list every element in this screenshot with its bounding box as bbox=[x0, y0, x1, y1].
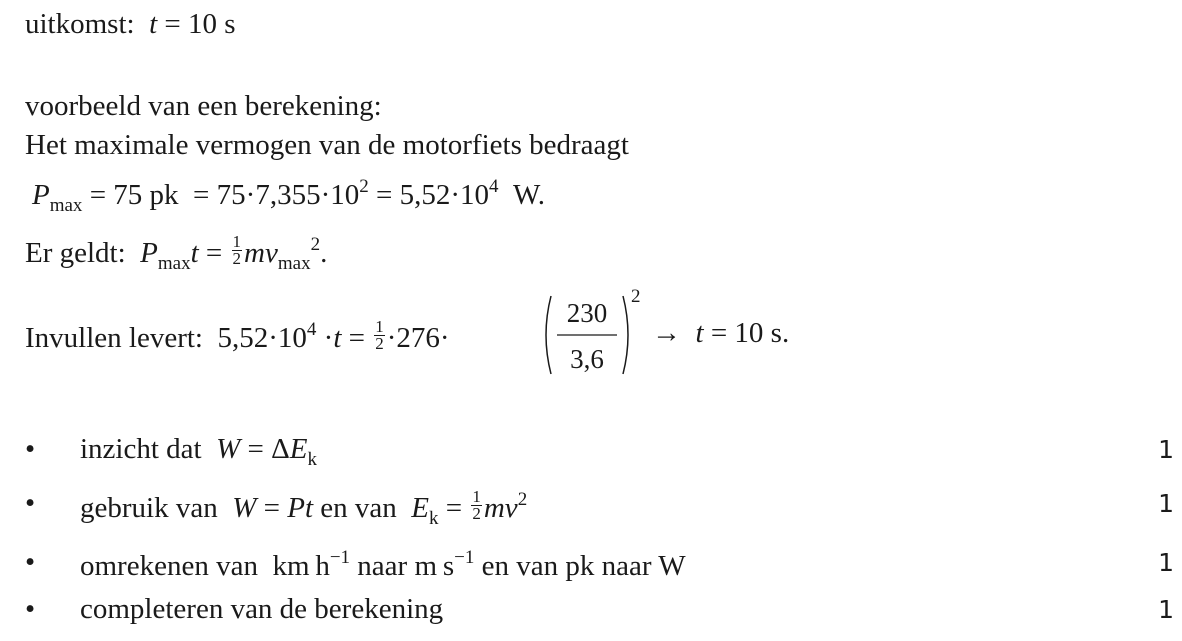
fill-mass: 276 bbox=[396, 322, 440, 355]
fill-result-value: 10 s. bbox=[734, 317, 790, 349]
criterion-score: 1 bbox=[1158, 435, 1174, 464]
criterion-score: 1 bbox=[1158, 595, 1174, 624]
fill-in-line: Invullen levert: $5,52\cdot 10^4 \cdot t$ = $\frac{1}{2}$ ·276· bbox=[25, 317, 450, 355]
criterion-mid: en van bbox=[320, 492, 397, 525]
result-label: uitkomst: bbox=[25, 8, 135, 40]
criterion-mid: naar bbox=[357, 550, 408, 582]
pmax-result-exp: 4 bbox=[489, 176, 499, 197]
pmax-conversion: 75·7,355·10 bbox=[216, 179, 360, 211]
criterion-text: completeren van de berekening bbox=[80, 593, 444, 625]
example-intro: Het maximale vermogen van de motorfiets bedraagt bbox=[25, 129, 629, 161]
pmax-result: 5,52·10 bbox=[399, 179, 490, 211]
speed-fraction: 230 3,6 2 bbox=[541, 292, 633, 378]
bullet-icon: • bbox=[25, 433, 36, 465]
pmax-unit: W. bbox=[513, 179, 545, 211]
criterion-text: inzicht dat bbox=[80, 433, 202, 465]
relation-line: Er geldt: $P_{max}t$ = $\frac{1}{2}$ $mv_{max}^2$. bbox=[25, 232, 328, 275]
pmax-pk: 75 pk bbox=[113, 179, 179, 211]
relation-label: Er geldt: bbox=[25, 237, 126, 270]
criterion-text: gebruik van bbox=[80, 492, 218, 525]
bullet-icon: • bbox=[25, 546, 36, 578]
fill-label: Invullen levert: bbox=[25, 322, 203, 355]
criterion-score: 1 bbox=[1158, 548, 1174, 577]
bullet-icon: • bbox=[25, 487, 36, 519]
fraction-numerator: 230 bbox=[566, 298, 608, 328]
pmax-conversion-exp: 2 bbox=[359, 176, 369, 197]
result-value: 10 s bbox=[188, 8, 236, 40]
pmax-equation: $P_{max} = 75$ pk = $75\cdot 7,355\cdot 10^2 = 5,52\cdot 10^4$ W. bbox=[32, 176, 545, 216]
criterion-text: omrekenen van bbox=[80, 550, 258, 582]
fill-lhs: 5,52·10 bbox=[217, 322, 307, 355]
criterion-score: 1 bbox=[1158, 489, 1174, 518]
criterion-mid: en van pk naar W bbox=[481, 550, 686, 582]
example-heading: voorbeeld van een berekening: bbox=[25, 90, 382, 122]
fraction-denominator: 3,6 bbox=[570, 344, 604, 374]
result-line: uitkomst: t = 10 s bbox=[25, 8, 236, 40]
bullet-icon: • bbox=[25, 593, 36, 625]
fill-lhs-exp: 4 bbox=[306, 319, 317, 341]
fill-result: → t = 10 s. bbox=[652, 317, 790, 349]
